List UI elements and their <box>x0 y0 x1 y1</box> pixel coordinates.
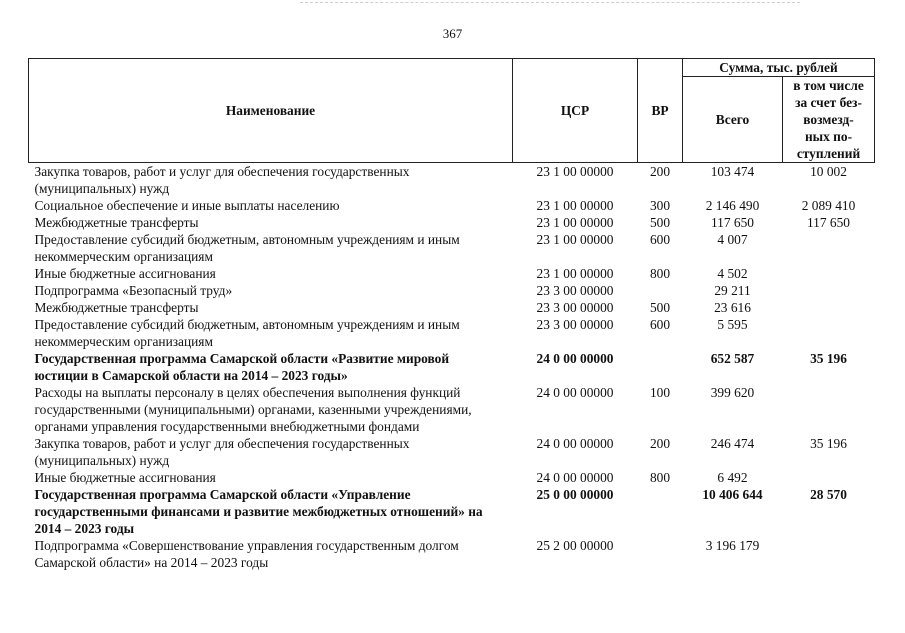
row-csr: 23 3 00 00000 <box>536 317 614 332</box>
row-total: 117 650 <box>710 215 755 230</box>
row-incl <box>783 537 875 571</box>
row-csr: 23 1 00 00000 <box>536 164 614 179</box>
row-name: Закупка товаров, работ и услуг для обеспечения государственных (муниципальных) нужд <box>34 436 410 468</box>
row-incl: 117 650 <box>806 215 851 230</box>
row-csr: 24 0 00 00000 <box>536 470 614 485</box>
header-incl <box>783 77 875 163</box>
row-incl: 35 196 <box>810 436 847 451</box>
scan-top-line <box>300 2 800 3</box>
row-incl <box>783 384 875 435</box>
row-incl <box>783 265 875 282</box>
row-csr: 24 0 00 00000 <box>536 385 614 400</box>
row-csr: 25 2 00 00000 <box>536 538 614 553</box>
table-row <box>29 282 875 299</box>
header-incl-line: возмезд- <box>803 112 854 127</box>
row-total: 10 406 644 <box>702 487 763 502</box>
table-row <box>29 384 875 435</box>
row-vr: 800 <box>649 266 671 281</box>
row-vr <box>638 282 683 299</box>
row-incl <box>783 316 875 350</box>
row-name: Расходы на выплаты персоналу в целях обеспечения выполнения функций государственными (муниципальными) органами, казенными учреждениями, органами управления государственными внебюджетными фондами <box>34 385 472 434</box>
header-name: Наименование <box>29 59 513 163</box>
row-name: Подпрограмма «Безопасный труд» <box>34 283 233 298</box>
row-total: 246 474 <box>710 436 755 451</box>
row-name: Подпрограмма «Совершенствование управления государственным долгом Самарской области» на 2014 – 2023 годы <box>34 538 459 570</box>
row-name: Иные бюджетные ассигнования <box>34 470 216 485</box>
row-csr: 23 1 00 00000 <box>536 215 614 230</box>
row-total: 652 587 <box>710 351 755 366</box>
row-csr: 23 1 00 00000 <box>536 232 614 247</box>
row-name: Предоставление субсидий бюджетным, автономным учреждениям и иным некоммерческим организациям <box>34 317 460 349</box>
row-total: 2 146 490 <box>705 198 760 213</box>
row-name: Иные бюджетные ассигнования <box>34 266 216 281</box>
table-row <box>29 486 875 537</box>
table-row <box>29 299 875 316</box>
budget-table <box>28 58 875 571</box>
page-number: 367 <box>442 26 463 41</box>
row-csr: 24 0 00 00000 <box>536 436 614 451</box>
table-row <box>29 197 875 214</box>
row-total: 4 007 <box>717 232 748 247</box>
row-vr: 300 <box>649 198 671 213</box>
row-name: Государственная программа Самарской области «Управление государственными финансами и развитие межбюджетных отношений» на 2014 – 2023 годы <box>34 487 483 536</box>
row-incl: 28 570 <box>810 487 847 502</box>
table-row <box>29 435 875 469</box>
row-total: 29 211 <box>714 283 751 298</box>
row-total: 103 474 <box>710 164 755 179</box>
row-vr <box>638 350 683 384</box>
table-row <box>29 265 875 282</box>
header-csr: ЦСР <box>513 59 638 163</box>
row-total: 5 595 <box>717 317 748 332</box>
table-row <box>29 537 875 571</box>
table-body <box>29 163 875 572</box>
row-name: Предоставление субсидий бюджетным, автономным учреждениям и иным некоммерческим организациям <box>34 232 460 264</box>
table-row <box>29 231 875 265</box>
row-vr: 500 <box>649 215 671 230</box>
row-csr: 25 0 00 00000 <box>536 487 614 502</box>
row-incl: 2 089 410 <box>801 198 856 213</box>
row-incl <box>783 231 875 265</box>
row-name: Государственная программа Самарской области «Развитие мировой юстиции в Самарской области на 2014 – 2023 годы» <box>34 351 450 383</box>
row-vr: 200 <box>649 436 671 451</box>
row-vr: 500 <box>649 300 671 315</box>
row-csr: 24 0 00 00000 <box>536 351 614 366</box>
row-total: 3 196 179 <box>705 538 760 553</box>
header-total: Всего <box>683 77 783 163</box>
table-row <box>29 350 875 384</box>
row-incl <box>783 299 875 316</box>
table-row <box>29 469 875 486</box>
row-name: Межбюджетные трансферты <box>34 300 199 315</box>
row-incl <box>783 282 875 299</box>
row-incl <box>783 469 875 486</box>
row-total: 23 616 <box>714 300 751 315</box>
row-vr: 600 <box>649 317 671 332</box>
row-total: 6 492 <box>717 470 748 485</box>
header-incl-line: за счет без- <box>795 95 862 110</box>
header-incl-line: ных по- <box>804 129 853 144</box>
row-total: 4 502 <box>717 266 748 281</box>
row-vr: 100 <box>649 385 671 400</box>
row-name: Социальное обеспечение и иные выплаты населению <box>34 198 340 213</box>
table-row <box>29 163 875 198</box>
row-csr: 23 3 00 00000 <box>536 283 614 298</box>
row-name: Закупка товаров, работ и услуг для обеспечения государственных (муниципальных) нужд <box>34 164 410 196</box>
row-csr: 23 1 00 00000 <box>536 266 614 281</box>
header-incl-line: в том числе <box>793 78 864 93</box>
table-header <box>29 59 875 163</box>
header-vr: ВР <box>638 59 683 163</box>
row-vr: 800 <box>649 470 671 485</box>
row-csr: 23 3 00 00000 <box>536 300 614 315</box>
row-vr: 600 <box>649 232 671 247</box>
header-incl-line: ступлений <box>796 146 861 161</box>
row-vr: 200 <box>649 164 671 179</box>
table-row <box>29 214 875 231</box>
row-total: 399 620 <box>710 385 755 400</box>
row-vr <box>638 486 683 537</box>
row-name: Межбюджетные трансферты <box>34 215 199 230</box>
row-vr <box>638 537 683 571</box>
row-incl: 35 196 <box>810 351 847 366</box>
row-incl: 10 002 <box>810 164 847 179</box>
row-csr: 23 1 00 00000 <box>536 198 614 213</box>
header-sum: Сумма, тыс. рублей <box>683 59 875 77</box>
table-row <box>29 316 875 350</box>
